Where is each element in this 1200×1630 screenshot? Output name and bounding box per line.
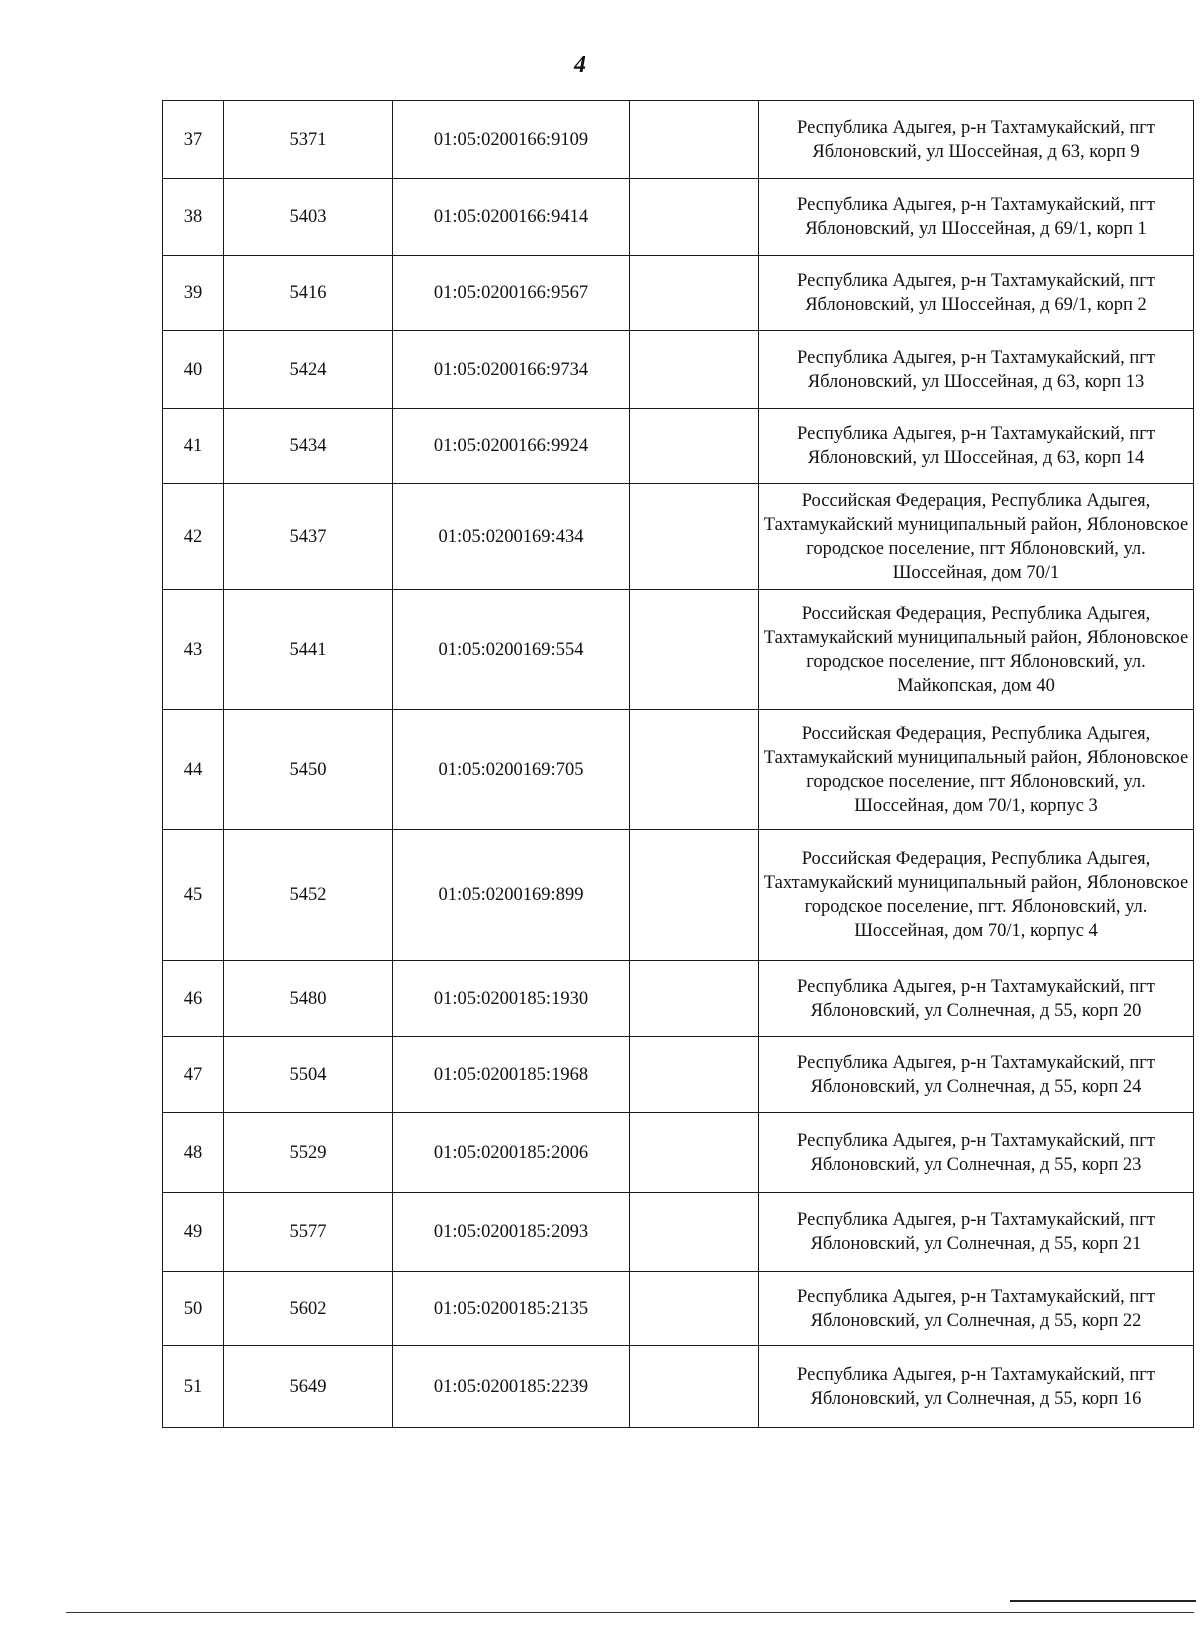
empty-cell: [630, 179, 759, 256]
bottom-divider-accent: [1010, 1600, 1196, 1602]
row-number-cell: 47: [163, 1037, 224, 1113]
cadastral-number-cell: 01:05:0200185:2006: [393, 1113, 630, 1193]
empty-cell: [630, 590, 759, 710]
table-row: [163, 830, 1194, 961]
cadastral-number-cell: 01:05:0200185:2135: [393, 1272, 630, 1346]
object-code-cell: 5434: [224, 409, 393, 484]
address-cell: Республика Адыгея, р-н Тахтамукайский, пгт Яблоновский, ул Солнечная, д 55, корп 21: [759, 1193, 1194, 1272]
address-cell: Республика Адыгея, р-н Тахтамукайский, пгт Яблоновский, ул Солнечная, д 55, корп 20: [759, 961, 1194, 1037]
address-cell: Республика Адыгея, р-н Тахтамукайский, пгт Яблоновский, ул Шоссейная, д 63, корп 9: [759, 101, 1194, 179]
row-number-cell: 50: [163, 1272, 224, 1346]
row-number-cell: 42: [163, 484, 224, 590]
object-code-cell: 5452: [224, 830, 393, 961]
row-number-cell: 40: [163, 331, 224, 409]
cadastral-number-cell: 01:05:0200185:1968: [393, 1037, 630, 1113]
address-cell: Республика Адыгея, р-н Тахтамукайский, пгт Яблоновский, ул Шоссейная, д 69/1, корп 2: [759, 256, 1194, 331]
object-code-cell: 5416: [224, 256, 393, 331]
row-number-cell: 39: [163, 256, 224, 331]
row-number-cell: 49: [163, 1193, 224, 1272]
table-row: [163, 961, 1194, 1037]
cadastral-number-cell: 01:05:0200166:9567: [393, 256, 630, 331]
cadastral-number-cell: 01:05:0200169:434: [393, 484, 630, 590]
object-code-cell: 5649: [224, 1346, 393, 1428]
table-row: [163, 1113, 1194, 1193]
row-number-cell: 51: [163, 1346, 224, 1428]
empty-cell: [630, 256, 759, 331]
address-cell: Российская Федерация, Республика Адыгея, Тахтамукайский муниципальный район, Яблоновское городское поселение, пгт Яблоновский, ул. Шоссейная, дом 70/1: [759, 484, 1194, 590]
object-code-cell: 5602: [224, 1272, 393, 1346]
object-code-cell: 5577: [224, 1193, 393, 1272]
table-row: [163, 484, 1194, 590]
object-code-cell: 5437: [224, 484, 393, 590]
empty-cell: [630, 1037, 759, 1113]
address-cell: Республика Адыгея, р-н Тахтамукайский, пгт Яблоновский, ул Солнечная, д 55, корп 23: [759, 1113, 1194, 1193]
address-cell: Республика Адыгея, р-н Тахтамукайский, пгт Яблоновский, ул Солнечная, д 55, корп 16: [759, 1346, 1194, 1428]
empty-cell: [630, 101, 759, 179]
cadastral-number-cell: 01:05:0200169:705: [393, 710, 630, 830]
object-code-cell: 5504: [224, 1037, 393, 1113]
row-number-cell: 48: [163, 1113, 224, 1193]
cadastral-number-cell: 01:05:0200169:899: [393, 830, 630, 961]
object-code-cell: 5371: [224, 101, 393, 179]
page-number: 4: [574, 52, 586, 78]
empty-cell: [630, 830, 759, 961]
address-cell: Республика Адыгея, р-н Тахтамукайский, пгт Яблоновский, ул Солнечная, д 55, корп 24: [759, 1037, 1194, 1113]
row-number-cell: 45: [163, 830, 224, 961]
row-number-cell: 43: [163, 590, 224, 710]
table-row: [163, 1193, 1194, 1272]
empty-cell: [630, 484, 759, 590]
empty-cell: [630, 1272, 759, 1346]
empty-cell: [630, 331, 759, 409]
empty-cell: [630, 1113, 759, 1193]
cadastral-number-cell: 01:05:0200166:9924: [393, 409, 630, 484]
cadastral-number-cell: 01:05:0200185:1930: [393, 961, 630, 1037]
address-cell: Республика Адыгея, р-н Тахтамукайский, пгт Яблоновский, ул Шоссейная, д 63, корп 13: [759, 331, 1194, 409]
row-number-cell: 41: [163, 409, 224, 484]
table-row: [163, 179, 1194, 256]
object-code-cell: 5424: [224, 331, 393, 409]
empty-cell: [630, 961, 759, 1037]
cadastral-number-cell: 01:05:0200185:2239: [393, 1346, 630, 1428]
registry-table-body: [163, 101, 1194, 1428]
empty-cell: [630, 710, 759, 830]
object-code-cell: 5403: [224, 179, 393, 256]
cadastral-number-cell: 01:05:0200166:9414: [393, 179, 630, 256]
cadastral-number-cell: 01:05:0200169:554: [393, 590, 630, 710]
table-row: [163, 1037, 1194, 1113]
table-row: [163, 590, 1194, 710]
bottom-divider: [66, 1612, 1194, 1613]
address-cell: Республика Адыгея, р-н Тахтамукайский, пгт Яблоновский, ул Солнечная, д 55, корп 22: [759, 1272, 1194, 1346]
registry-table: [162, 100, 1194, 1428]
empty-cell: [630, 1193, 759, 1272]
object-code-cell: 5480: [224, 961, 393, 1037]
object-code-cell: 5441: [224, 590, 393, 710]
address-cell: Республика Адыгея, р-н Тахтамукайский, пгт Яблоновский, ул Шоссейная, д 63, корп 14: [759, 409, 1194, 484]
address-cell: Российская Федерация, Республика Адыгея, Тахтамукайский муниципальный район, Яблоновское городское поселение, пгт. Яблоновский, ул. Шоссейная, дом 70/1, корпус 4: [759, 830, 1194, 961]
empty-cell: [630, 409, 759, 484]
table-row: [163, 101, 1194, 179]
address-cell: Республика Адыгея, р-н Тахтамукайский, пгт Яблоновский, ул Шоссейная, д 69/1, корп 1: [759, 179, 1194, 256]
row-number-cell: 44: [163, 710, 224, 830]
table-row: [163, 256, 1194, 331]
row-number-cell: 37: [163, 101, 224, 179]
address-cell: Российская Федерация, Республика Адыгея, Тахтамукайский муниципальный район, Яблоновское городское поселение, пгт Яблоновский, ул. Майкопская, дом 40: [759, 590, 1194, 710]
address-cell: Российская Федерация, Республика Адыгея, Тахтамукайский муниципальный район, Яблоновское городское поселение, пгт Яблоновский, ул. Шоссейная, дом 70/1, корпус 3: [759, 710, 1194, 830]
table-row: [163, 331, 1194, 409]
cadastral-number-cell: 01:05:0200166:9109: [393, 101, 630, 179]
row-number-cell: 46: [163, 961, 224, 1037]
cadastral-number-cell: 01:05:0200185:2093: [393, 1193, 630, 1272]
table-row: [163, 1346, 1194, 1428]
table-row: [163, 1272, 1194, 1346]
table-row: [163, 409, 1194, 484]
row-number-cell: 38: [163, 179, 224, 256]
empty-cell: [630, 1346, 759, 1428]
object-code-cell: 5529: [224, 1113, 393, 1193]
object-code-cell: 5450: [224, 710, 393, 830]
cadastral-number-cell: 01:05:0200166:9734: [393, 331, 630, 409]
table-row: [163, 710, 1194, 830]
